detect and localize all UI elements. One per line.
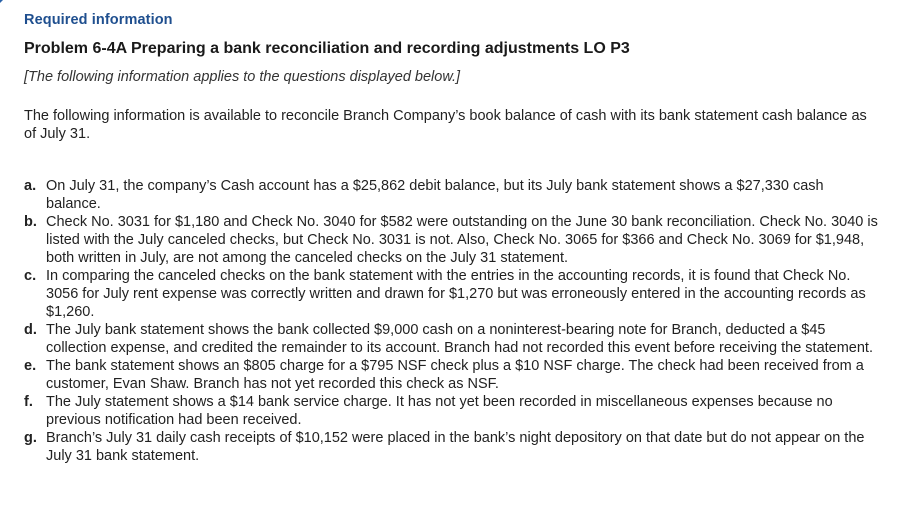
item-text: In comparing the canceled checks on the bank statement with the entries in the accounting records, it is found that Check No. 3056 for July rent expense was correctly written and drawn for $1,270 but was erroneously entered in the accounting records as $1,260. xyxy=(46,268,866,320)
list-item-a xyxy=(24,177,882,213)
intro-paragraph: The following information is available to reconcile Branch Company’s book balance of cash with its bank statement cash balance as of July 31. xyxy=(24,108,867,142)
required-information-heading: Required information xyxy=(24,12,173,28)
item-text: The July bank statement shows the bank collected $9,000 cash on a noninterest-bearing note for Branch, deducted a $45 collection expense, and credited the remainder to its account. Branch had not recorded this event before receiving the statement. xyxy=(46,322,873,356)
item-letter: a. xyxy=(24,178,37,194)
item-letter: f. xyxy=(24,394,33,410)
list-item-e xyxy=(24,357,882,393)
item-letter: b. xyxy=(24,214,37,230)
list-item-b xyxy=(24,213,882,267)
list-item-f xyxy=(24,393,882,429)
list-item-d xyxy=(24,321,882,357)
item-letter: e. xyxy=(24,358,37,374)
corner-marker xyxy=(0,0,3,3)
item-text: The bank statement shows an $805 charge for a $795 NSF check plus a $10 NSF charge. The check had been received from a customer, Evan Shaw. Branch has not yet recorded this check as NSF. xyxy=(46,358,864,392)
item-text: On July 31, the company’s Cash account has a $25,862 debit balance, but its July bank statement shows a $27,330 cash balance. xyxy=(46,178,824,212)
item-letter: g. xyxy=(24,430,37,446)
list-item-c xyxy=(24,267,882,321)
list-item-g xyxy=(24,429,882,465)
applies-note: [The following information applies to the questions displayed below.] xyxy=(24,69,461,85)
item-letter: c. xyxy=(24,268,37,284)
item-letter: d. xyxy=(24,322,37,338)
item-text: Branch’s July 31 daily cash receipts of $10,152 were placed in the bank’s night depository on that date but do not appear on the July 31 bank statement. xyxy=(46,430,865,464)
item-text: Check No. 3031 for $1,180 and Check No. 3040 for $582 were outstanding on the June 30 bank reconciliation. Check No. 3040 is listed with the July canceled checks, but Check No. 3031 is not. Also, Check No. 3065 for $366 and Check No. 3069 for $1,948, both written in July, are not among the canceled checks on the July 31 statement. xyxy=(46,214,878,266)
information-list xyxy=(24,177,882,465)
problem-title: Problem 6-4A Preparing a bank reconciliation and recording adjustments LO P3 xyxy=(24,40,630,57)
item-text: The July statement shows a $14 bank service charge. It has not yet been recorded in miscellaneous expenses because no previous notification had been received. xyxy=(46,394,833,428)
